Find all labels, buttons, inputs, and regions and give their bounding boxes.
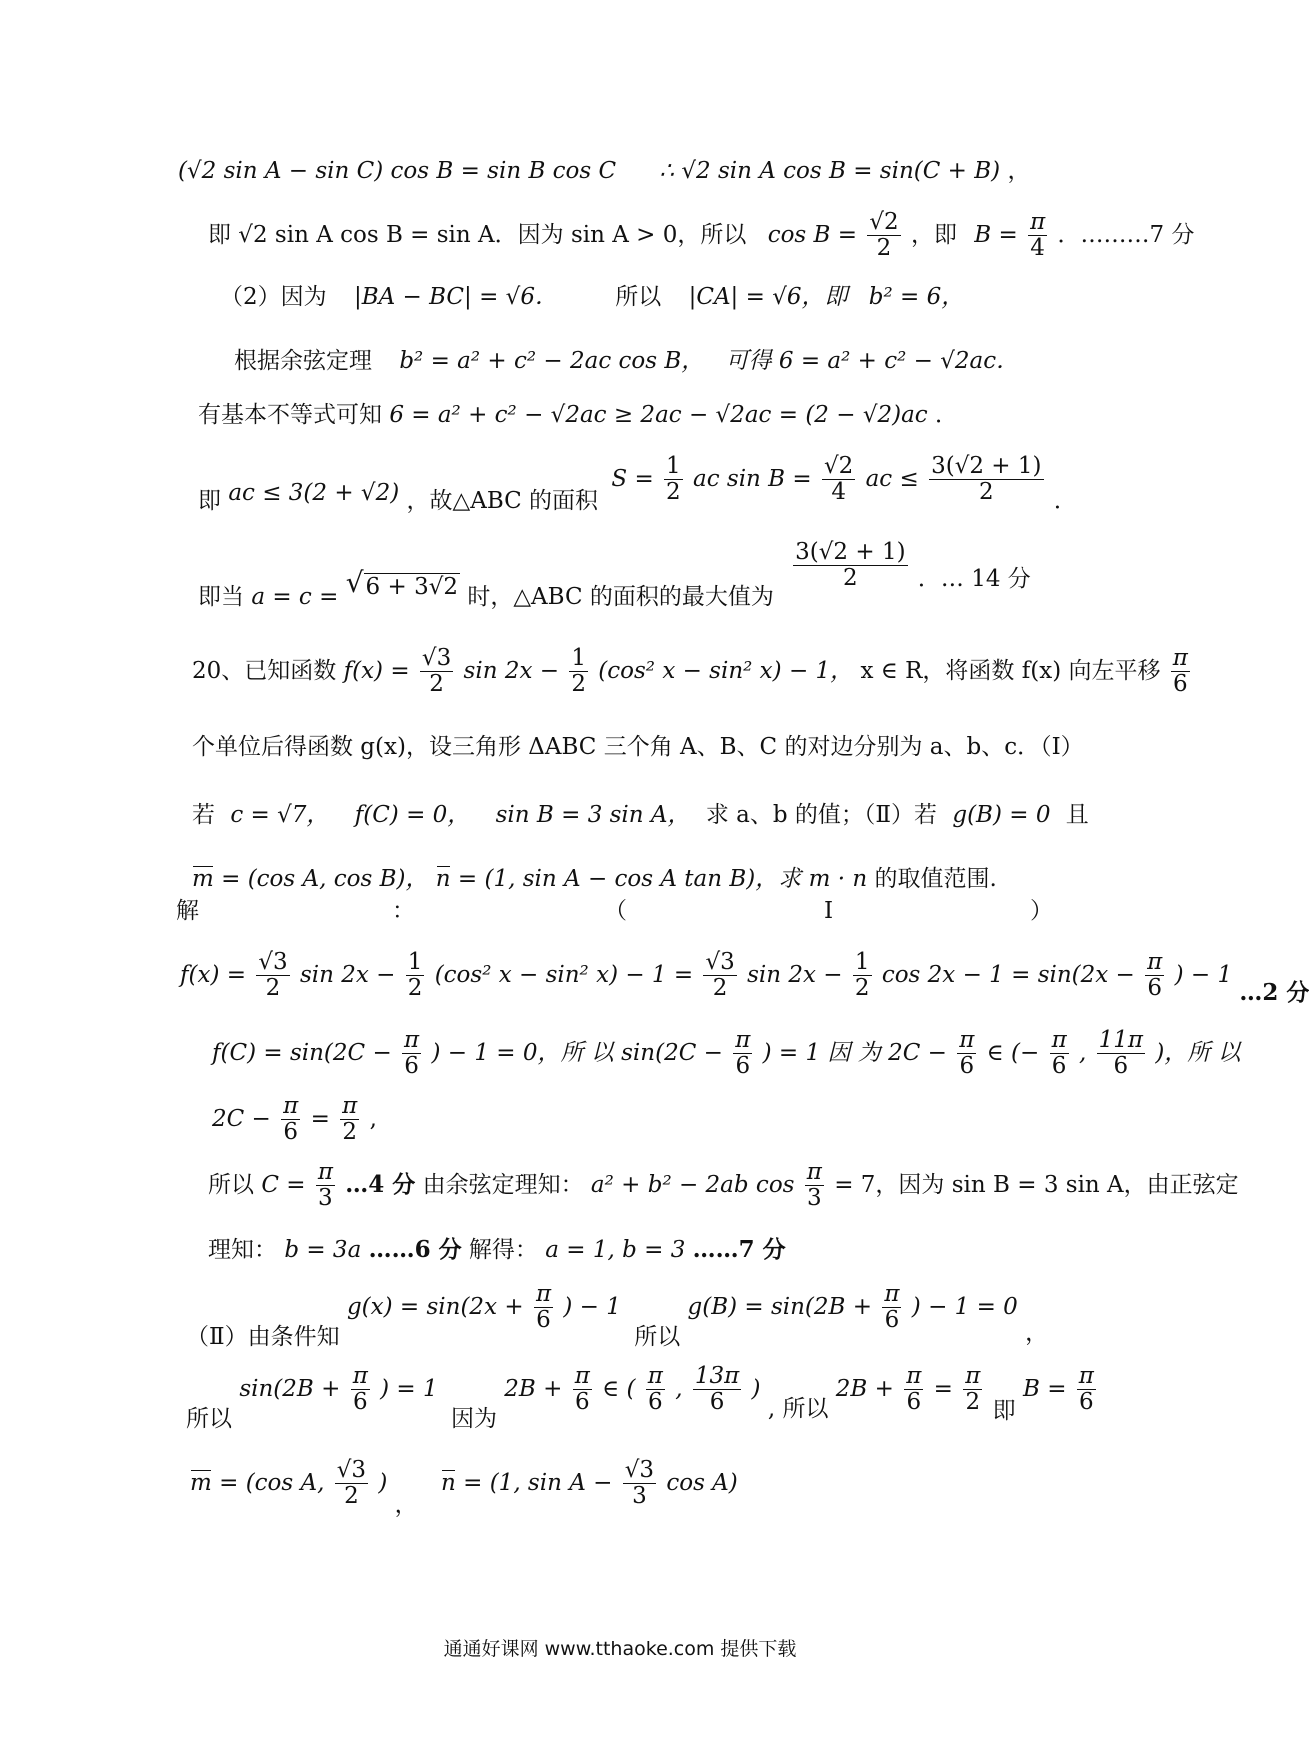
t-7b: a = c =: [251, 583, 339, 610]
p4f: 的取值范围.: [874, 866, 997, 892]
s2o: ,: [1079, 1039, 1087, 1066]
s4f: 由余弦定理知：: [422, 1171, 584, 1198]
u3k: cos A): [666, 1469, 738, 1496]
p3d: sin B = 3 sin A，: [495, 802, 691, 828]
frac-s1-sqrt3-2: $\frac{√3}{2}$: [258, 949, 288, 1002]
frac-pi-6: $\frac{\pi}{6}$: [1172, 645, 1188, 698]
score-6: ……6 分: [368, 1236, 462, 1263]
score-7: ．………7 分: [1057, 221, 1195, 248]
solution-20b-line-3: [190, 1457, 738, 1518]
frac-sqrt3-2: $\frac{√3}{2}$: [421, 645, 452, 698]
frac-t2-pi-6-b: $\frac{\pi}{6}$: [574, 1363, 590, 1416]
frac-pi-4: $\frac{\pi}{4}$: [1030, 209, 1046, 262]
score-7b: ……7 分: [692, 1236, 786, 1263]
frac-s2-pi-6: $\frac{\pi}{6}$: [404, 1027, 420, 1080]
t-2b: cos B =: [767, 221, 858, 248]
eq-line-1: [178, 158, 1030, 186]
s2h: ) = 1 因 为: [762, 1039, 881, 1066]
t-7a: 即当: [198, 583, 244, 610]
frac-s3-pi-6: $\frac{\pi}{6}$: [283, 1093, 299, 1146]
frac-s1-1-2: $\frac{1}{2}$: [407, 949, 423, 1002]
score-4: …4 分: [345, 1170, 416, 1198]
u3f: ，: [394, 1491, 418, 1518]
p1j: f(x) 向左平移: [1021, 657, 1161, 684]
t1j: ) − 1 = 0: [911, 1293, 1018, 1320]
t2b: sin(2B +: [239, 1375, 341, 1402]
footer-credit: 通通好课网 www.tthaoke.com 提供下载: [443, 1638, 797, 1660]
eq-1a: (√2 sin A − sin C) cos B = sin B cos C: [178, 158, 617, 184]
vector-m: m: [192, 866, 214, 892]
p3a: 若: [192, 802, 215, 828]
s1d: sin 2x −: [299, 961, 396, 988]
t-6b: ac ≤ 3(2 + √2): [228, 479, 400, 506]
p3e: 求 a、b 的值；（Ⅱ）若: [705, 802, 938, 828]
p1e: sin 2x −: [463, 657, 560, 684]
t-3b: |BA − BC| = √6．: [353, 284, 558, 310]
frac-u3-sqrt3-2: $\frac{√3}{2}$: [336, 1457, 367, 1510]
s3a: 2C −: [212, 1105, 271, 1132]
s2d: ) − 1 = 0，所 以: [431, 1039, 614, 1066]
solution-20b-line-1: [186, 1281, 1049, 1350]
s4g: a² + b² − 2ab cos: [590, 1171, 795, 1198]
frac-s1-pi-6: $\frac{\pi}{6}$: [1147, 949, 1163, 1002]
frac-s2-pi-6-d: $\frac{\pi}{6}$: [1051, 1027, 1067, 1080]
solution-20-line-5: [208, 1236, 786, 1265]
frac-s2-pi-6-b: $\frac{\pi}{6}$: [735, 1027, 751, 1080]
p4d: = (1, sin A − cos A tan B)，求: [450, 866, 802, 892]
frac-s3-pi-2: $\frac{\pi}{2}$: [342, 1093, 358, 1146]
frac-area-bound: $\frac{3(√2 + 1)}{2}$: [931, 453, 1042, 506]
s5e: a = 1, b = 3: [545, 1237, 686, 1263]
frac-t2-pi-2: $\frac{\pi}{2}$: [965, 1363, 981, 1416]
t1e: ) − 1: [563, 1293, 621, 1320]
frac-max-area: $\frac{3(√2 + 1)}{2}$: [795, 539, 906, 592]
frac-s1-1-2-b: $\frac{1}{2}$: [854, 949, 870, 1002]
t-6m: ．: [1053, 487, 1077, 514]
t-6a: 即: [198, 487, 221, 514]
s4j: = 7，因为 sin B = 3 sin A，由正弦定: [834, 1171, 1239, 1198]
t-6d: S =: [611, 465, 654, 492]
frac-g-pi-6: $\frac{\pi}{6}$: [535, 1281, 552, 1334]
solution-header-roman: Ⅰ: [824, 898, 834, 924]
t-4b: b² = a² + c² − 2ac cos B，: [399, 348, 705, 374]
t-6j: ac ≤: [865, 465, 919, 492]
t1g: g(B) = sin(2B +: [687, 1293, 873, 1320]
s1g: (cos² x − sin² x) − 1 =: [434, 961, 694, 988]
t-4c: 可得 6 = a² + c² − √2ac．: [725, 348, 1020, 374]
p3b: c = √7，: [230, 802, 330, 828]
text-line-6: [198, 453, 1077, 514]
s4a: 所以: [208, 1171, 254, 1198]
eq-1b: ∴ √2 sin A cos B = sin(C + B): [659, 158, 1001, 184]
p3c: f(C) = 0，: [354, 802, 471, 828]
p3g: 且: [1065, 802, 1089, 828]
t2f: 因为: [450, 1405, 497, 1432]
u3b: = (cos A,: [211, 1469, 325, 1496]
t2a: 所以: [186, 1405, 232, 1432]
vector-n-b: n: [440, 1469, 456, 1496]
frac-s4-pi-3-b: $\frac{\pi}{3}$: [806, 1159, 822, 1212]
t2x: 即: [992, 1397, 1016, 1424]
p3f: g(B) = 0: [952, 802, 1051, 828]
frac-gB-pi-6: $\frac{\pi}{6}$: [884, 1281, 900, 1334]
text-line-5: [198, 402, 958, 430]
frac-t2-pi-6-c: $\frac{\pi}{6}$: [647, 1363, 663, 1416]
eq-1c: ，: [1007, 158, 1031, 184]
t-4a: 根据余弦定理: [234, 348, 372, 374]
t2j: ∈ (: [602, 1375, 636, 1402]
frac-s4-pi-3: $\frac{\pi}{3}$: [317, 1159, 333, 1212]
p1b: f(x) =: [343, 657, 410, 684]
t2e: ) = 1: [380, 1375, 438, 1402]
s2r: )，所 以: [1155, 1039, 1241, 1066]
solution-header-jie: 解: [176, 898, 199, 924]
t-3a: （2）因为: [220, 284, 327, 310]
frac-1-2-b: $\frac{1}{2}$: [571, 645, 586, 698]
text-line-7: [198, 539, 1031, 610]
s2l: ∈ (−: [986, 1039, 1040, 1066]
p4b: = (cos A, cos B)，: [213, 866, 429, 892]
score-14: ．… 14 分: [917, 565, 1031, 592]
problem-20-line-1: [192, 646, 1193, 698]
t2g: 2B +: [504, 1375, 563, 1402]
solution-header-rparen: ）: [1030, 898, 1053, 924]
p4e: m · n: [808, 866, 868, 892]
solution-20-line-1: [180, 949, 1309, 1006]
t1a: （Ⅱ）由条件知: [186, 1323, 340, 1350]
solution-header-lparen: （: [604, 898, 627, 924]
t-5a: 有基本不等式可知: [198, 402, 382, 428]
frac-sqrt2-2: $\frac{√2}{2}$: [869, 209, 899, 262]
p1h: (cos² x − sin² x) − 1，: [598, 657, 854, 684]
t2p: ): [751, 1375, 761, 1402]
frac-1-2: $\frac{1}{2}$: [666, 453, 681, 506]
solution-20b-line-2: [186, 1363, 1099, 1432]
radical-sign: √: [345, 565, 364, 599]
vector-m-b: m: [190, 1469, 212, 1496]
t1b: g(x) = sin(2x +: [346, 1293, 524, 1320]
t-2a: 即 √2 sin A cos B = sin A．因为 sin A > 0，所以: [208, 221, 747, 248]
problem-20-line-4: [192, 866, 997, 894]
frac-t2-13pi-6: $\frac{13\pi}{6}$: [694, 1363, 740, 1416]
text-line-4: [234, 348, 1019, 376]
vector-n: n: [435, 866, 451, 892]
t2y: B =: [1022, 1375, 1067, 1402]
u3h: = (1, sin A −: [455, 1469, 613, 1496]
p1a: 20、已知函数: [192, 657, 337, 684]
s2a: f(C) = sin(2C −: [212, 1039, 392, 1066]
p1i: x ∈ R，将函数: [860, 657, 1015, 684]
frac-u3-sqrt3-3: $\frac{√3}{3}$: [624, 1457, 655, 1510]
s1p: ) − 1: [1174, 961, 1233, 988]
problem-20-line-2: 个单位后得函数 g(x)，设三角形 ΔABC 三个角 A、B、C 的对边分别为 a、b、c．（Ⅰ）: [192, 734, 1084, 760]
t-5b: 6 = a² + c² − √2ac ≥ 2ac − √2ac = (2 − √2)ac: [389, 402, 928, 428]
t-2e: ，即: [910, 221, 957, 248]
t-3e: b² = 6，: [868, 284, 965, 310]
t1k: ，: [1025, 1319, 1049, 1346]
t1f: 所以: [634, 1323, 681, 1350]
frac-s2-11pi-6: $\frac{11\pi}{6}$: [1098, 1027, 1144, 1080]
frac-s1-sqrt3-2-b: $\frac{√3}{2}$: [705, 949, 735, 1002]
s5d: 解得：: [468, 1237, 538, 1263]
s3g: ,: [369, 1105, 377, 1132]
score-2: …2 分: [1239, 978, 1309, 1006]
t-6g: ac sin B =: [692, 465, 812, 492]
s2i: 2C −: [888, 1039, 947, 1066]
solution-header-colon: ：: [392, 898, 415, 924]
frac-sqrt2-4: $\frac{√2}{4}$: [823, 453, 854, 506]
solution-20-line-3: [212, 1094, 377, 1146]
solution-20-line-4: [208, 1160, 1239, 1212]
t2r: 2B +: [835, 1375, 894, 1402]
s1j: sin 2x −: [747, 961, 843, 988]
t-7d: 6 + 3√2: [365, 573, 458, 600]
frac-t2-pi-6: $\frac{\pi}{6}$: [352, 1363, 368, 1416]
problem-20-line-3: [192, 802, 1089, 830]
t-2f: B =: [974, 221, 1018, 248]
u3e: ): [378, 1469, 388, 1496]
t-3c: 所以: [615, 284, 662, 310]
t2u: =: [933, 1375, 953, 1402]
text-line-2: [208, 210, 1194, 262]
text-line-3: [220, 284, 964, 312]
t-5c: ．: [935, 402, 959, 428]
frac-t2-pi-6-e: $\frac{\pi}{6}$: [1078, 1363, 1094, 1416]
s1a: f(x) =: [180, 961, 247, 988]
solution-20-line-2: [212, 1028, 1241, 1080]
s5b: b = 3a: [284, 1237, 362, 1263]
t-7e: 时，△ABC 的面积的最大值为: [467, 583, 774, 610]
s3d: =: [310, 1105, 330, 1132]
t2m: ,: [675, 1375, 683, 1402]
t-6c: ，故△ABC 的面积: [406, 487, 599, 514]
t-3d: |CA| = √6，即: [688, 284, 848, 310]
frac-t2-pi-6-d: $\frac{\pi}{6}$: [906, 1363, 922, 1416]
t2q: , 所以: [767, 1395, 829, 1422]
s2e: sin(2C −: [621, 1039, 723, 1066]
s4b: C =: [261, 1171, 306, 1198]
frac-s2-pi-6-c: $\frac{\pi}{6}$: [959, 1027, 975, 1080]
s5a: 理知：: [208, 1237, 277, 1263]
s1m: cos 2x − 1 = sin(2x −: [881, 961, 1135, 988]
